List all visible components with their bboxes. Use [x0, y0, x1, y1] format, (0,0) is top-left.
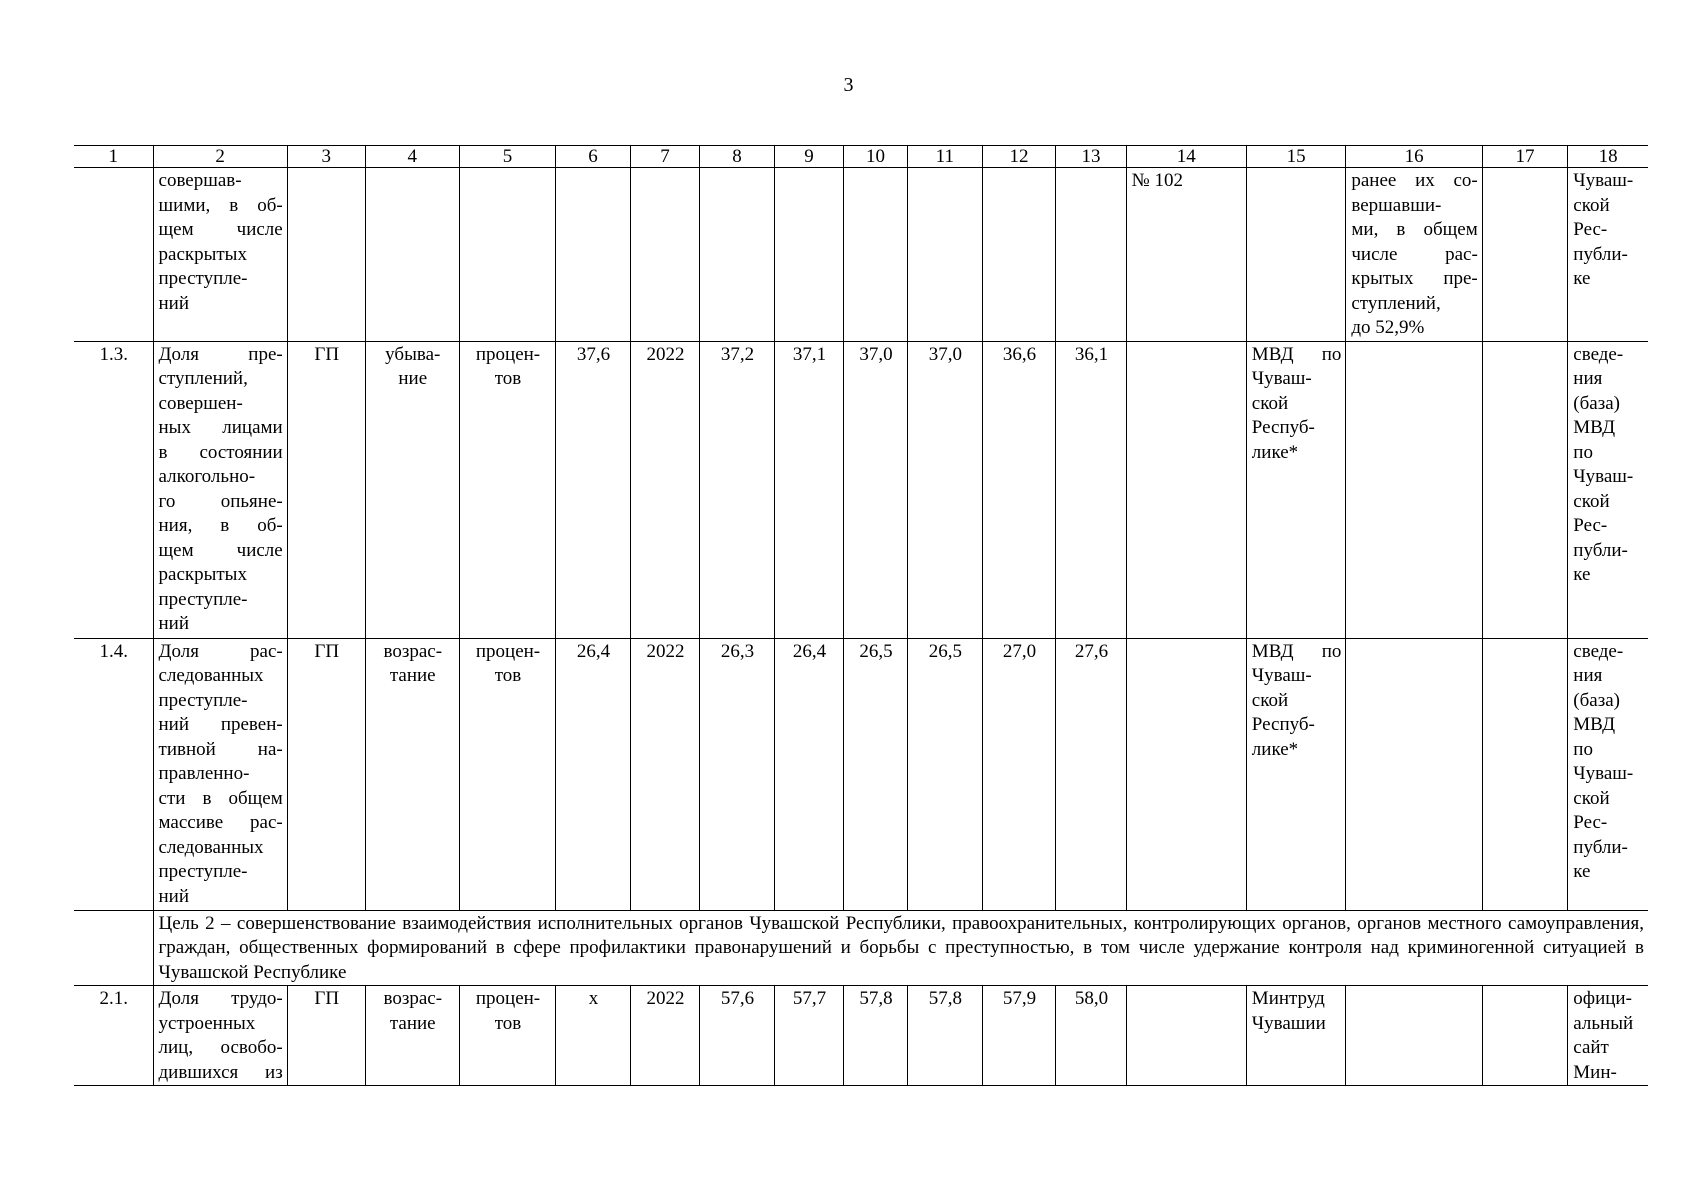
- cell: [459, 168, 555, 342]
- text-line: по: [1573, 738, 1593, 760]
- table-row: [74, 168, 1648, 342]
- text-line: Мин-: [1573, 1061, 1617, 1083]
- text-line: ния: [1573, 665, 1603, 686]
- text-line: МВД: [1573, 417, 1616, 438]
- text-line: щем числе: [158, 539, 283, 561]
- text-line: вершавши-: [1351, 194, 1442, 216]
- table-row: [74, 341, 1648, 638]
- text-line: ния, в об-: [158, 515, 283, 536]
- text-line: (база): [1573, 392, 1620, 414]
- value-cell: 57,6: [700, 986, 775, 1086]
- text-line: Чуваш-: [1251, 665, 1312, 686]
- text-line: тание: [389, 665, 436, 686]
- text-line: ние: [398, 368, 428, 389]
- row-number-cell: 2.1.: [74, 986, 153, 1086]
- text-line: ской: [1251, 392, 1289, 414]
- value-cell: 26,5: [844, 638, 908, 910]
- text-line: ний превен-: [158, 714, 283, 735]
- cell: [1126, 986, 1246, 1086]
- text-line: Рес-: [1573, 812, 1608, 833]
- text-line: процен-: [475, 988, 541, 1009]
- text-line: тов: [494, 1012, 522, 1034]
- column-header: 6: [556, 146, 631, 168]
- cell: [287, 168, 365, 342]
- text-line: шими, в об-: [158, 194, 283, 216]
- text-line: дившихся из: [158, 1061, 283, 1083]
- text-line: ми, в общем: [1351, 219, 1478, 240]
- text-line: Доля трудо-: [158, 988, 283, 1009]
- text-line: Чуваш-: [1251, 368, 1312, 389]
- text-line: преступле-: [158, 861, 248, 882]
- goal-text: Цель 2 – совершенствование взаимодействия исполнительных органов Чувашской Республики, правоохранительных, контролирующих органов, органов местного самоуправления, граждан, общественных формирований в сфере профилактики правонарушений и борьбы с преступностью, в том числе удержание контроля над криминогенной ситуацией в Чувашской Республике: [153, 910, 1648, 986]
- text-line: МВД по: [1251, 640, 1342, 662]
- text-line: Чуваш-: [1573, 466, 1634, 487]
- text-line: Чуваш-: [1573, 763, 1634, 784]
- trend-cell: [365, 638, 459, 910]
- cell: [907, 168, 982, 342]
- text-line: МВД: [1573, 714, 1616, 735]
- column-header: 15: [1246, 146, 1346, 168]
- value-cell: 26,5: [907, 638, 982, 910]
- text-line: публи-: [1573, 243, 1628, 265]
- cell: [1346, 341, 1482, 638]
- cell: [1126, 341, 1246, 638]
- base-year-cell: 2022: [630, 986, 699, 1086]
- text-line: альный: [1573, 1012, 1634, 1034]
- trend-cell: [365, 986, 459, 1086]
- text-line: Доля пре-: [158, 343, 283, 365]
- text-line: публи-: [1573, 836, 1628, 858]
- text-line: ке: [1573, 268, 1591, 289]
- value-cell: 57,7: [774, 986, 843, 1086]
- goal-row: [74, 910, 1648, 986]
- unit-cell: [459, 638, 555, 910]
- text-line: в состоянии: [158, 441, 283, 463]
- table-row: [74, 986, 1648, 1086]
- responsible-cell: [1246, 986, 1346, 1086]
- text-line: алкогольно-: [158, 466, 256, 487]
- text-line: ных лицами: [158, 417, 283, 438]
- column-header: 16: [1346, 146, 1482, 168]
- text-line: правленно-: [158, 763, 250, 784]
- text-line: ступлений,: [158, 368, 248, 389]
- text-line: тов: [494, 368, 522, 389]
- source-cell: [1568, 341, 1648, 638]
- column-header: 12: [982, 146, 1056, 168]
- cell: [982, 168, 1056, 342]
- program-type-cell: ГП: [287, 638, 365, 910]
- text-line: лике*: [1251, 738, 1299, 760]
- text-line: преступле-: [158, 689, 248, 711]
- indicator-name-cell: [153, 341, 287, 638]
- text-line: преступле-: [158, 588, 248, 610]
- unit-cell: [459, 341, 555, 638]
- value-cell: 58,0: [1056, 986, 1126, 1086]
- text-line: раскрытых: [158, 564, 247, 585]
- indicator-name-cell: [153, 986, 287, 1086]
- text-line: ской: [1573, 194, 1610, 216]
- column-header: 14: [1126, 146, 1246, 168]
- text-line: Рес-: [1573, 219, 1608, 240]
- text-line: процен-: [475, 640, 541, 662]
- row-number-cell: 1.4.: [74, 638, 153, 910]
- column-number-row: [74, 146, 1648, 168]
- cell: [1346, 638, 1482, 910]
- trend-cell: [365, 341, 459, 638]
- text-line: процен-: [475, 343, 541, 365]
- value-cell: 36,6: [982, 341, 1056, 638]
- column-header: 5: [459, 146, 555, 168]
- base-year-cell: 2022: [630, 341, 699, 638]
- base-year-cell: 2022: [630, 638, 699, 910]
- program-type-cell: ГП: [287, 986, 365, 1086]
- column-header: 1: [74, 146, 153, 168]
- responsible-cell: [1246, 341, 1346, 638]
- value-cell: 57,8: [907, 986, 982, 1086]
- value-cell: 57,8: [844, 986, 908, 1086]
- cell: [1126, 638, 1246, 910]
- indicator-name-cell: [153, 168, 287, 342]
- cell: [1482, 341, 1568, 638]
- text-line: возрас-: [383, 640, 443, 662]
- text-line: ской: [1573, 490, 1610, 512]
- value-cell: 37,0: [844, 341, 908, 638]
- cell: [1482, 168, 1568, 342]
- value-cell: 57,9: [982, 986, 1056, 1086]
- column-header: 7: [630, 146, 699, 168]
- text-line: сайт: [1573, 1037, 1609, 1058]
- text-line: тивной на-: [158, 738, 283, 760]
- source-cell: [1568, 986, 1648, 1086]
- text-line: Доля рас-: [158, 640, 283, 662]
- text-line: го опьяне-: [158, 490, 283, 512]
- cell: [844, 168, 908, 342]
- source-cell: [1568, 168, 1648, 342]
- text-line: ний: [158, 613, 190, 634]
- column-header: 4: [365, 146, 459, 168]
- cell: [1346, 986, 1482, 1086]
- cell: [1056, 168, 1126, 342]
- cell: [630, 168, 699, 342]
- source-cell: [1568, 638, 1648, 910]
- text-line: (база): [1573, 689, 1620, 711]
- table-row: [74, 638, 1648, 910]
- column-header: 13: [1056, 146, 1126, 168]
- text-line: сти в общем: [158, 787, 283, 809]
- column-header: 3: [287, 146, 365, 168]
- value-cell: 27,0: [982, 638, 1056, 910]
- value-cell: 37,1: [774, 341, 843, 638]
- column-header: 2: [153, 146, 287, 168]
- column-header: 17: [1482, 146, 1568, 168]
- text-line: ний: [158, 885, 190, 907]
- value-cell: 37,2: [700, 341, 775, 638]
- unit-cell: [459, 986, 555, 1086]
- text-line: Чувашии: [1251, 1012, 1326, 1034]
- value-cell: 26,4: [774, 638, 843, 910]
- text-line: числе рас-: [1351, 243, 1478, 265]
- target-note-cell: [1346, 168, 1482, 342]
- cell: [700, 168, 775, 342]
- responsible-cell: [1246, 638, 1346, 910]
- cell: [1482, 986, 1568, 1086]
- text-line: массиве рас-: [158, 812, 283, 833]
- base-value-cell: 37,6: [556, 341, 631, 638]
- text-line: сведе-: [1573, 343, 1624, 365]
- value-cell: 27,6: [1056, 638, 1126, 910]
- text-line: устроенных: [158, 1012, 256, 1034]
- text-line: Респуб-: [1251, 417, 1315, 438]
- text-line: ния: [1573, 368, 1603, 389]
- text-line: сведе-: [1573, 640, 1624, 662]
- text-line: ранее их со-: [1351, 170, 1478, 191]
- text-line: убыва-: [385, 343, 441, 365]
- text-line: следованных: [158, 665, 264, 686]
- column-header: 10: [844, 146, 908, 168]
- text-line: по: [1573, 441, 1593, 463]
- indicators-table: [74, 145, 1648, 1086]
- text-line: ступлений,: [1351, 292, 1441, 314]
- text-line: преступле-: [158, 268, 248, 289]
- text-line: лике*: [1251, 441, 1299, 463]
- text-line: совершен-: [158, 392, 243, 414]
- indicator-name-cell: [153, 638, 287, 910]
- cell: [365, 168, 459, 342]
- text-line: до 52,9%: [1351, 317, 1425, 338]
- text-line: тание: [389, 1012, 436, 1034]
- text-line: Чуваш-: [1573, 170, 1634, 191]
- base-value-cell: х: [556, 986, 631, 1086]
- text-line: совершав-: [158, 170, 242, 191]
- text-line: МВД по: [1251, 343, 1342, 365]
- text-line: крытых пре-: [1351, 268, 1478, 289]
- text-line: ской: [1573, 787, 1610, 809]
- value-cell: 26,3: [700, 638, 775, 910]
- value-cell: 36,1: [1056, 341, 1126, 638]
- column-header: 18: [1568, 146, 1648, 168]
- cell: [1246, 168, 1346, 342]
- column-header: 9: [774, 146, 843, 168]
- value-cell: 37,0: [907, 341, 982, 638]
- text-line: ке: [1573, 861, 1591, 882]
- cell: [774, 168, 843, 342]
- column-header: 11: [907, 146, 982, 168]
- cell: [1482, 638, 1568, 910]
- text-line: ской: [1251, 689, 1289, 711]
- text-line: Рес-: [1573, 515, 1608, 536]
- text-line: ний: [158, 292, 190, 314]
- text-line: офици-: [1573, 988, 1632, 1009]
- text-line: Респуб-: [1251, 714, 1315, 735]
- text-line: следованных: [158, 836, 264, 858]
- document-ref-cell: № 102: [1126, 168, 1246, 342]
- program-type-cell: ГП: [287, 341, 365, 638]
- text-line: публи-: [1573, 539, 1628, 561]
- row-number-cell: [74, 168, 153, 342]
- text-line: раскрытых: [158, 243, 247, 265]
- column-header: 8: [700, 146, 775, 168]
- text-line: ке: [1573, 564, 1591, 585]
- text-line: щем числе: [158, 219, 283, 240]
- text-line: лиц, освобо-: [158, 1037, 283, 1058]
- base-value-cell: 26,4: [556, 638, 631, 910]
- text-line: возрас-: [383, 988, 443, 1009]
- row-number-cell: 1.3.: [74, 341, 153, 638]
- text-line: тов: [494, 665, 522, 686]
- cell: [74, 910, 153, 986]
- cell: [556, 168, 631, 342]
- text-line: Минтруд: [1251, 988, 1325, 1009]
- page-number: 3: [843, 74, 854, 96]
